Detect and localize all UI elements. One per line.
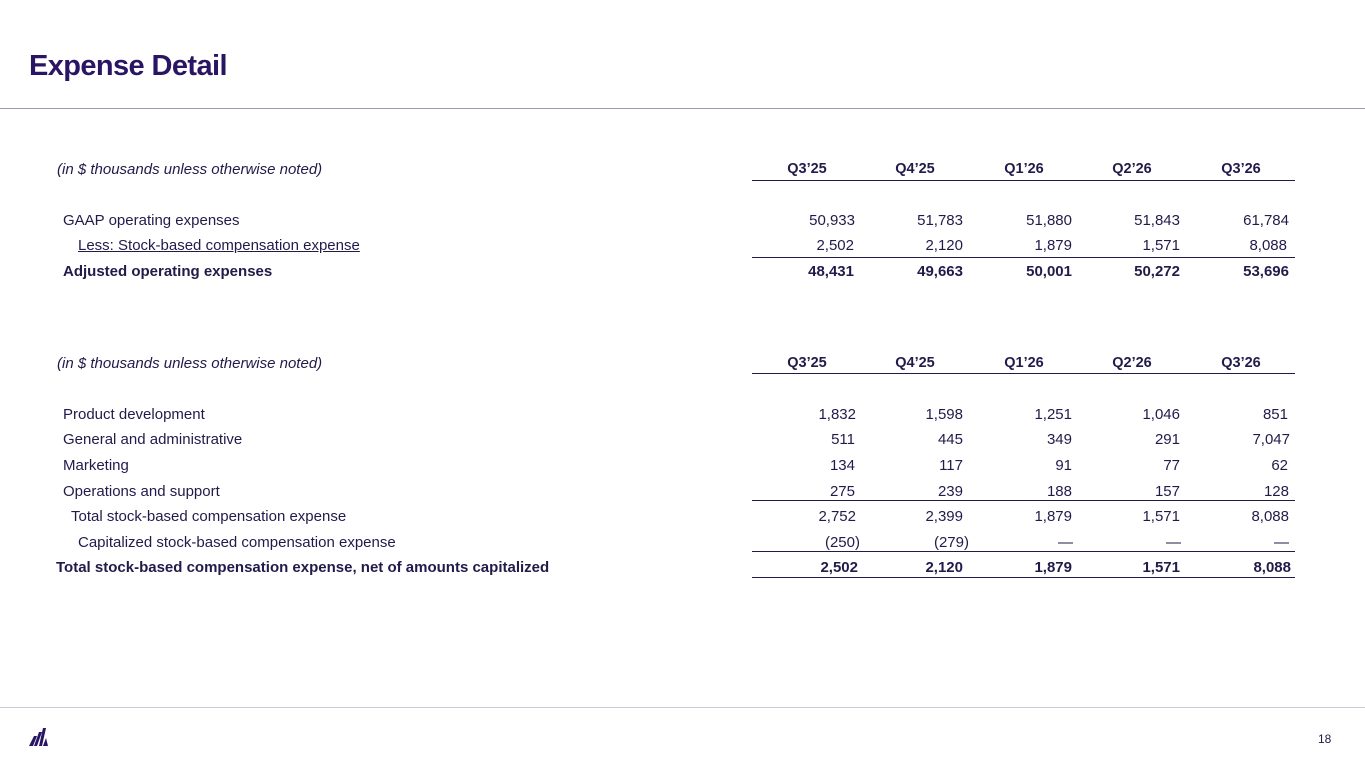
table-row — [0, 237, 1365, 259]
page-title: Expense Detail — [29, 50, 227, 82]
header-underline — [752, 180, 1295, 181]
cell-value: 8,088 — [1249, 237, 1287, 254]
page-number: 18 — [1318, 732, 1332, 746]
table-row — [0, 508, 1365, 530]
column-header: Q1’26 — [1004, 161, 1044, 177]
column-header: Q2’26 — [1112, 161, 1152, 177]
cell-value: 1,832 — [818, 406, 856, 423]
cell-value: 1,879 — [1034, 237, 1072, 254]
row-label: Marketing — [63, 457, 129, 474]
column-header: Q4’25 — [895, 161, 935, 177]
cell-value: 1,571 — [1142, 508, 1180, 525]
header-divider — [0, 108, 1365, 109]
cell-value: — — [1058, 534, 1073, 551]
cell-value: 51,880 — [1026, 212, 1072, 229]
subtotal-line — [752, 551, 1295, 552]
cell-value: 157 — [1154, 483, 1180, 500]
table-row — [0, 406, 1365, 428]
table-row — [0, 457, 1365, 479]
cell-value: 2,502 — [820, 559, 858, 576]
cell-value: 8,088 — [1253, 559, 1291, 576]
cell-value: 50,272 — [1134, 263, 1180, 280]
table-row — [0, 212, 1365, 234]
column-header: Q3’26 — [1221, 355, 1261, 371]
row-label: General and administrative — [63, 431, 243, 448]
subtotal-line — [752, 257, 1295, 258]
cell-value: 61,784 — [1243, 212, 1289, 229]
row-label: Capitalized stock-based compensation expense — [78, 534, 396, 551]
cell-value: 48,431 — [808, 263, 854, 280]
total-underline — [752, 577, 1295, 578]
column-header: Q4’25 — [895, 355, 935, 371]
cell-value: 445 — [937, 431, 963, 448]
cell-value: — — [1166, 534, 1181, 551]
cell-value: 50,001 — [1026, 263, 1072, 280]
cell-value: 188 — [1046, 483, 1072, 500]
cell-value: 2,399 — [925, 508, 963, 525]
table-row — [0, 534, 1365, 556]
column-header: Q3’25 — [787, 161, 827, 177]
table-row — [0, 483, 1365, 505]
cell-value: 51,843 — [1134, 212, 1180, 229]
row-label: Operations and support — [63, 483, 220, 500]
row-label: Total stock-based compensation expense, net of amounts capitalized — [56, 559, 550, 576]
cell-value: 62 — [1271, 457, 1288, 474]
cell-value: 2,752 — [818, 508, 856, 525]
row-label: Product development — [63, 406, 205, 423]
unit-note: (in $ thousands unless otherwise noted) — [57, 355, 323, 372]
column-header: Q3’25 — [787, 355, 827, 371]
cell-value: 239 — [937, 483, 963, 500]
cell-value: 2,502 — [816, 237, 854, 254]
cell-value: 851 — [1262, 406, 1288, 423]
cell-value: (250) — [824, 534, 860, 551]
subtotal-line — [752, 500, 1295, 501]
cell-value: — — [1274, 534, 1289, 551]
cell-value: 50,933 — [809, 212, 855, 229]
cell-value: 49,663 — [917, 263, 963, 280]
unit-note: (in $ thousands unless otherwise noted) — [57, 161, 323, 178]
cell-value: 117 — [939, 457, 963, 474]
row-label: Total stock-based compensation expense — [71, 508, 347, 525]
cell-value: 2,120 — [925, 559, 963, 576]
cell-value: 51,783 — [917, 212, 963, 229]
cell-value: 349 — [1046, 431, 1072, 448]
column-header: Q2’26 — [1112, 355, 1152, 371]
row-label: Adjusted operating expenses — [63, 263, 273, 280]
company-logo-icon — [28, 727, 48, 747]
cell-value: 275 — [829, 483, 855, 500]
cell-value: 77 — [1163, 457, 1180, 474]
cell-value: 1,598 — [925, 406, 963, 423]
cell-value: 1,046 — [1142, 406, 1180, 423]
table-row — [0, 263, 1365, 285]
row-label: Less: Stock-based compensation expense — [78, 237, 360, 254]
row-label: GAAP operating expenses — [63, 212, 240, 229]
cell-value: 1,879 — [1034, 559, 1072, 576]
cell-value: 511 — [831, 431, 855, 448]
cell-value: 91 — [1055, 457, 1072, 474]
cell-value: 134 — [829, 457, 855, 474]
cell-value: 2,120 — [925, 237, 963, 254]
header-underline — [752, 373, 1295, 374]
cell-value: 53,696 — [1243, 263, 1289, 280]
cell-value: 1,571 — [1142, 237, 1180, 254]
cell-value: 7,047 — [1252, 431, 1290, 448]
cell-value: (279) — [933, 534, 969, 551]
cell-value: 1,879 — [1034, 508, 1072, 525]
cell-value: 128 — [1263, 483, 1289, 500]
cell-value: 1,571 — [1142, 559, 1180, 576]
footer-divider — [0, 707, 1365, 708]
column-header: Q3’26 — [1221, 161, 1261, 177]
cell-value: 291 — [1154, 431, 1180, 448]
cell-value: 8,088 — [1251, 508, 1289, 525]
cell-value: 1,251 — [1034, 406, 1072, 423]
column-header: Q1’26 — [1004, 355, 1044, 371]
table-row — [0, 431, 1365, 453]
